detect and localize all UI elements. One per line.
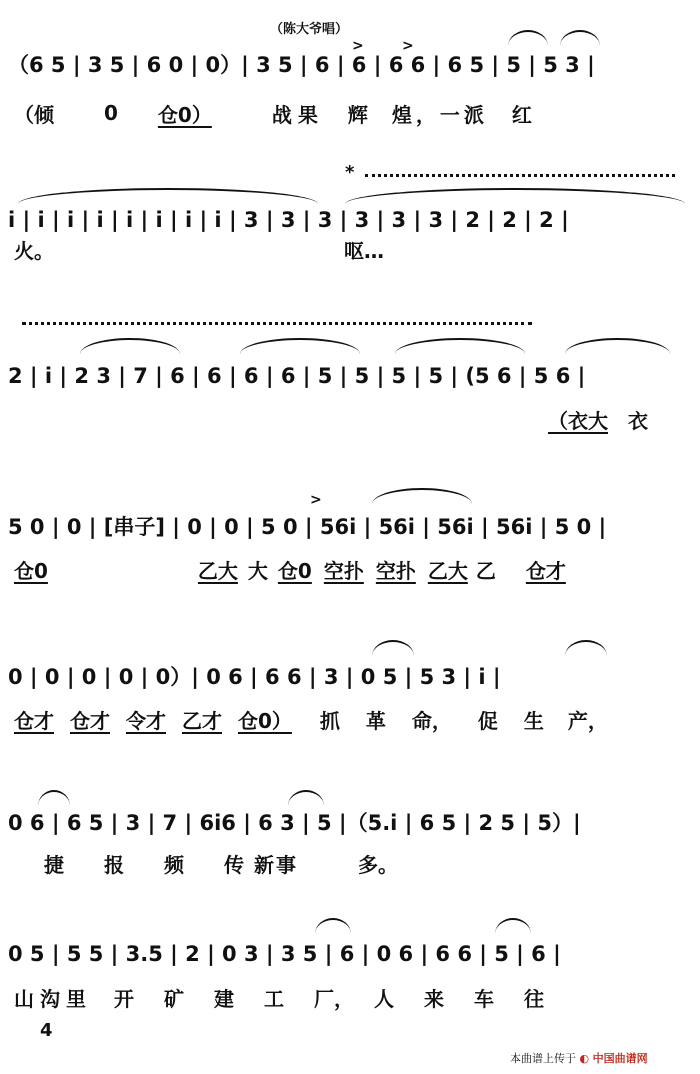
notation-row: 0 | 0 | 0 | 0 | 0）| 0 6 | 6 6 | 3 | 0 5 | 5 3 | i | bbox=[8, 665, 501, 689]
lyric: 厂， bbox=[314, 986, 354, 1011]
lyric: 仓才 bbox=[70, 708, 110, 733]
footer-site-name: 中国曲谱网 bbox=[592, 1052, 648, 1065]
lyric: 仓才 bbox=[14, 708, 54, 733]
lyric: 往 bbox=[524, 986, 544, 1011]
footer-upload-text: 本曲谱上传于 bbox=[510, 1052, 576, 1065]
slur bbox=[495, 918, 531, 934]
lyric: 来 bbox=[424, 986, 444, 1011]
slur bbox=[565, 640, 607, 656]
lyric: 火。 bbox=[14, 238, 54, 263]
slur-chain bbox=[395, 338, 525, 354]
slur bbox=[565, 338, 670, 354]
slur bbox=[315, 918, 351, 934]
lyrics-row bbox=[14, 96, 552, 130]
lyric: 开 bbox=[114, 986, 134, 1011]
lyric: 人 bbox=[374, 986, 394, 1011]
lyric: 仓0） bbox=[157, 102, 212, 127]
notation-row: （6 5 | 3 5 | 6 0 | 0）| 3 5 | 6 | 6 | 6 6 | 6 5 | 5 | 5 3 | bbox=[8, 53, 595, 77]
lyric: 频 bbox=[164, 852, 184, 877]
lyric: 产， bbox=[567, 708, 608, 733]
lyric: 仓才 bbox=[525, 558, 566, 583]
lyric: 促 bbox=[477, 708, 498, 733]
lyric: 矿 bbox=[164, 986, 184, 1011]
lyric: 辉 bbox=[347, 102, 368, 127]
lyric: 传 bbox=[224, 852, 244, 877]
lyric: 乙才 bbox=[182, 708, 222, 733]
lyric: 大 bbox=[247, 558, 268, 583]
lyric: 仓0） bbox=[238, 708, 292, 733]
lyric: 仓0 bbox=[14, 558, 48, 583]
slur bbox=[372, 488, 472, 504]
lyric: 工 bbox=[264, 986, 284, 1011]
lyric: 捷 bbox=[44, 852, 64, 877]
voice-label: （陈大爷唱） bbox=[270, 22, 349, 37]
lyric: （倾 bbox=[14, 102, 54, 127]
notation-row: 0 6 | 6 5 | 3 | 7 | 6i6 | 6 3 | 5 |（5.i | 6 5 | 2 5 | 5）| bbox=[8, 811, 581, 835]
notation-row: 0 5 | 5 5 | 3.5 | 2 | 0 3 | 3 5 | 6 | 0 6 | 6 6 | 5 | 6 | bbox=[8, 942, 561, 966]
lyrics-row bbox=[14, 232, 404, 266]
slur-chain bbox=[240, 338, 360, 354]
dotted-extension-line bbox=[22, 322, 532, 325]
lyric: 仓0 bbox=[277, 558, 312, 583]
lyric: 山沟里 bbox=[14, 986, 92, 1011]
lyric: 生 bbox=[523, 708, 544, 733]
lyric: 报 bbox=[104, 852, 124, 877]
lyric: 命， bbox=[411, 708, 452, 733]
lyrics-row bbox=[14, 980, 564, 1014]
site-logo-icon: ◐ bbox=[579, 1052, 590, 1065]
accent-mark: > bbox=[310, 492, 322, 508]
lyric: 车 bbox=[474, 986, 494, 1011]
lyric: 抓 bbox=[319, 708, 340, 733]
lyric: 新事 bbox=[254, 852, 298, 877]
lyrics-row bbox=[14, 552, 586, 586]
asterisk-mark: * bbox=[345, 162, 355, 183]
footer-watermark bbox=[510, 1050, 648, 1066]
lyric: 红 bbox=[511, 102, 532, 127]
lyric: 乙 bbox=[475, 558, 496, 583]
lyric: 呕… bbox=[344, 238, 384, 263]
lyric: 空扑 bbox=[375, 558, 416, 583]
slur bbox=[372, 640, 414, 656]
slur bbox=[80, 338, 180, 354]
lyric: 乙大 bbox=[197, 558, 238, 583]
lyrics-row bbox=[548, 402, 668, 436]
accent-mark: > bbox=[402, 38, 414, 54]
lyric: （衣大 bbox=[548, 408, 608, 433]
lyric: 空扑 bbox=[323, 558, 364, 583]
lyric: 令才 bbox=[126, 708, 166, 733]
lyric: 0 bbox=[104, 101, 118, 125]
page-number: 4 bbox=[40, 1020, 53, 1041]
lyrics-row bbox=[14, 702, 628, 736]
lyrics-row bbox=[44, 846, 418, 880]
lyric: 战果 bbox=[271, 102, 324, 127]
lyric: 建 bbox=[214, 986, 234, 1011]
lyric: 多。 bbox=[358, 852, 398, 877]
dotted-extension-line bbox=[365, 174, 675, 177]
lyric: 衣 bbox=[628, 408, 648, 433]
lyric: 煌，一派 bbox=[391, 102, 488, 127]
accent-mark: > bbox=[352, 38, 364, 54]
notation-row: 5 0 | 0 | [串子] | 0 | 0 | 5 0 | 56i | 56i | 56i | 56i | 5 0 | bbox=[8, 515, 607, 539]
lyric: 革 bbox=[365, 708, 386, 733]
notation-row: 2 | i | 2 3 | 7 | 6 | 6 | 6 | 6 | 5 | 5 | 5 | 5 | (5 6 | 5 6 | bbox=[8, 364, 586, 388]
lyric: 乙大 bbox=[427, 558, 468, 583]
notation-row: i | i | i | i | i | i | i | i | 3 | 3 | 3 | 3 | 3 | 3 | 2 | 2 | 2 | bbox=[8, 208, 569, 232]
